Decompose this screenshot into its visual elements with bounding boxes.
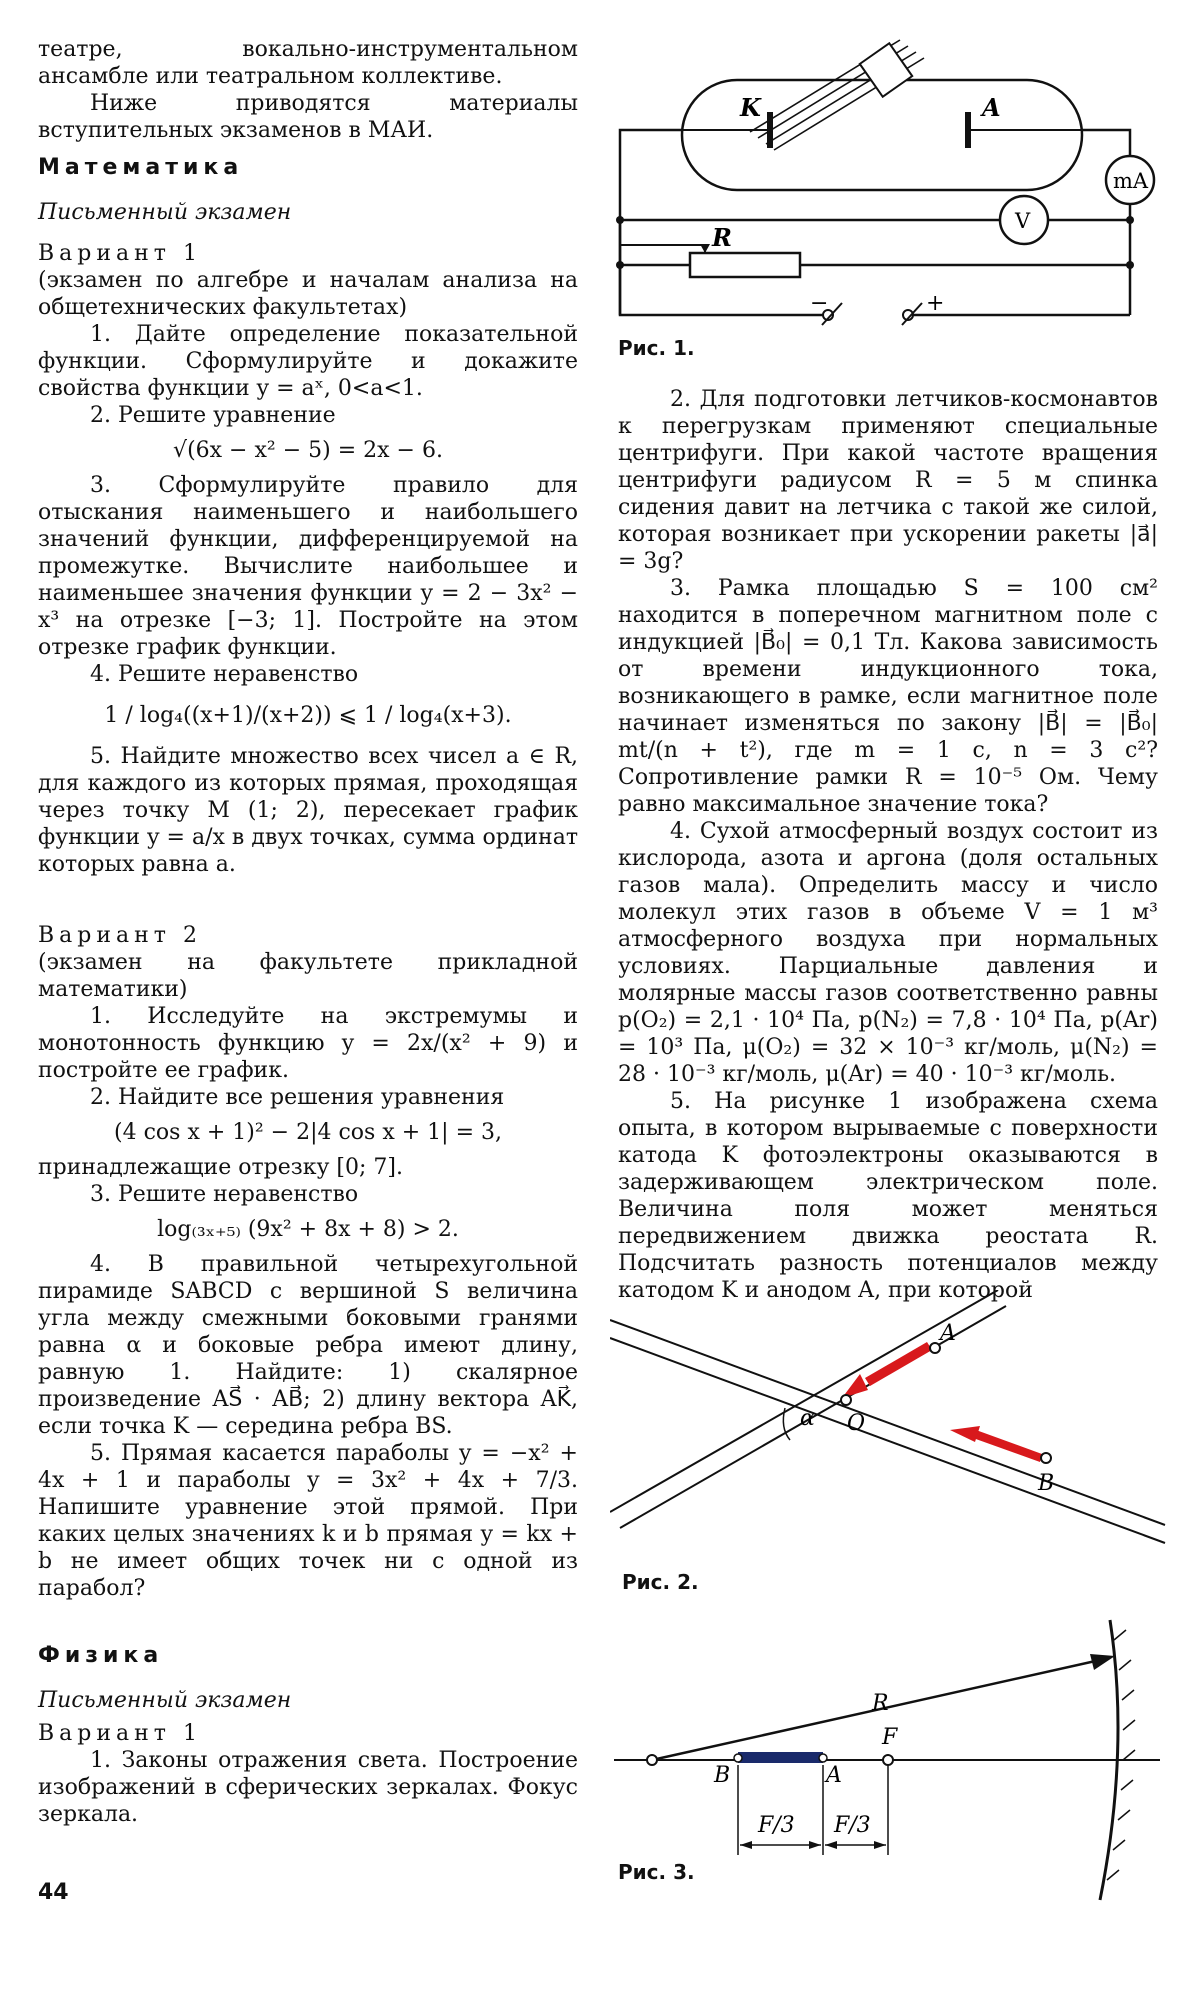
problem: 3. Сформулируйте правило для отыскания наименьшего и наибольшего значений функции, дифференцируемой на промежутке. Вычислите наибольшее и наименьшее значения функции y = 2 − 3x² − x³ на отрезке [−3; 1]. Постройте на этом отрезке график функции. [38, 473, 578, 660]
figure-3-caption: Рис. 3. [618, 1860, 695, 1884]
equation: 1 / log₄((x+1)/(x+2)) ⩽ 1 / log₄(x+3). [104, 703, 512, 728]
label-alpha: α [800, 1406, 815, 1431]
problem: 1. Дайте определение показательной функции. Сформулируйте и докажите свойства функции y = aˣ, 0<a<1. [38, 322, 578, 401]
label-R: R [712, 223, 732, 252]
page-number: 44 [38, 1880, 69, 1905]
problem: 3. Рамка площадью S = 100 см² находится в поперечном магнитном поле с индукцией |B⃗₀| = 0,1 Тл. Какова зависимость от времени индукционного тока, возникающего в рамке, если магнитное поле начинает изменяться по закону |B⃗| = |B⃗₀| mt/(n + t²), где m = 1 c, n = 3 c²? Сопротивление рамки R = 10⁻⁵ Ом. Чему равно максимальное значение тока? [618, 576, 1158, 817]
problem: 4. В правильной четырехугольной пирамиде SABCD с вершиной S величина угла между смежными боковыми гранями равна α и боковые ребра имеют длину, равную 1. Найдите: 1) скалярное произведение AS⃗ · AB⃗; 2) длину вектора AK⃗, если точка K — середина ребра BS. [38, 1252, 578, 1439]
problem: 2. Для подготовки летчиков-космонавтов к перегрузкам применяют специальные центрифуги. При какой частоте вращения центрифуги радиусом R = 5 м спинка сидения давит на летчика с такой же силой, которая возникает при ускорении ракеты |a⃗| = 3g? [618, 387, 1158, 574]
problem: 4. Решите неравенство [90, 662, 359, 687]
label-V: V [1015, 209, 1031, 233]
exam-type: Письменный экзамен [38, 200, 292, 225]
figure-1-circuit [610, 20, 1170, 330]
left-column [38, 36, 578, 1828]
problem: 4. Сухой атмосферный воздух состоит из кислорода, азота и аргона (доля остальных газов мала). Определить массу и число молекул этих газов в объеме V = 1 м³ атмосферного воздуха при нормальных условиях. Парциальные давления и молярные массы газов соответственно равны p(O₂) = 2,1 · 10⁴ Па, p(N₂) = 7,8 · 10⁴ Па, p(Ar) = 10³ Па, μ(O₂) = 32 × 10⁻³ кг/моль, μ(N₂) = 28 · 10⁻³ кг/моль, μ(Ar) = 40 · 10⁻³ кг/моль. [618, 819, 1158, 1087]
section-heading-math: Математика [38, 155, 244, 180]
problem: 2. Решите уравнение [90, 403, 336, 428]
problem: 2. Найдите все решения уравнения [90, 1085, 505, 1110]
variant-heading: Вариант 1 [38, 241, 202, 266]
problem: 5. Прямая касается параболы y = −x² + 4x + 1 и параболы y = 3x² + 4x + 7/3. Напишите уравнение этой прямой. При каких целых значениях k и b прямая y = kx + b не имеет общих точек ни с одной из парабол? [38, 1441, 578, 1601]
label-A: A [940, 1321, 956, 1346]
label-K: K [740, 93, 761, 122]
rheostat [690, 253, 800, 277]
problem: 1. Законы отражения света. Построение изображений в сферических зеркалах. Фокус зеркала. [38, 1748, 578, 1827]
label-O: O [847, 1411, 866, 1436]
exam-type: Письменный экзамен [38, 1688, 292, 1713]
equation: √(6x − x² − 5) = 2x − 6. [173, 438, 443, 463]
intro-text: Ниже приводятся материалы вступительных экзаменов в МАИ. [38, 91, 578, 143]
label-F3: F/3 [834, 1813, 871, 1838]
label-R: R [872, 1691, 889, 1716]
variant-heading: Вариант 2 [38, 923, 202, 948]
problem: 5. На рисунке 1 изображена схема опыта, в котором вырываемые с поверхности катода K фотоэлектроны оказываются в задерживающем электрическом поле. Величина поля может меняться передвижением движка реостата R. Подсчитать разность потенциалов между катодом K и анодом A, при которой [618, 1089, 1158, 1303]
label-F3: F/3 [758, 1813, 795, 1838]
label-mA: mA [1113, 169, 1149, 193]
arrow-icon [842, 1342, 932, 1398]
intro-text: театре, вокально-инструментальном ансамбле или театральном коллективе. [38, 37, 578, 89]
figure-1-caption: Рис. 1. [618, 336, 695, 360]
problem: 3. Решите неравенство [90, 1182, 359, 1207]
label-F: F [882, 1725, 898, 1750]
label-A: A [982, 93, 1001, 122]
arrow-icon [950, 1426, 1042, 1462]
label-plus: + [926, 291, 945, 316]
rod [738, 1752, 823, 1763]
label-A: A [826, 1763, 842, 1788]
figure-2-crossing-beams [610, 1290, 1170, 1560]
label-B: B [1038, 1471, 1055, 1496]
label-B: B [714, 1763, 731, 1788]
equation: (4 cos x + 1)² − 2|4 cos x + 1| = 3, [114, 1120, 502, 1145]
variant-description: (экзамен по алгебре и началам анализа на общетехнических факультетах) [38, 268, 578, 320]
right-column [618, 386, 1158, 1304]
variant-description: (экзамен на факультете прикладной математики) [38, 950, 578, 1002]
problem: 5. Найдите множество всех чисел a ∈ R, для каждого из которых прямая, проходящая через точку M (1; 2), пересекает график функции y = a/x в двух точках, сумма ординат которых равна a. [38, 744, 578, 877]
light-rays-icon [750, 40, 924, 150]
problem-continuation: принадлежащие отрезку [0; 7]. [38, 1155, 403, 1180]
label-minus: − [810, 291, 829, 316]
variant-heading: Вариант 1 [38, 1721, 202, 1746]
equation: log₍₃ₓ₊₅₎ (9x² + 8x + 8) > 2. [157, 1217, 459, 1242]
problem: 1. Исследуйте на экстремумы и монотонность функцию y = 2x/(x² + 9) и постройте ее график. [38, 1004, 578, 1083]
figure-2-caption: Рис. 2. [622, 1570, 699, 1594]
section-heading-physics: Физика [38, 1643, 164, 1668]
